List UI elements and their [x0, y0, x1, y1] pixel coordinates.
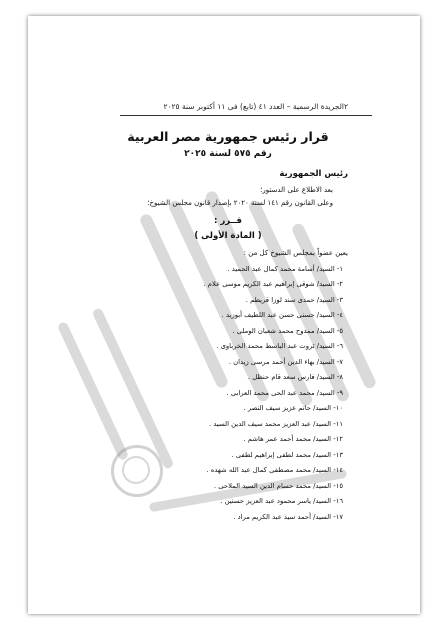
list-item: ٦- السيد/ ثروت عبد الباسط محمد الخرباوى .	[216, 342, 343, 350]
gazette-header: الجريدة الرسمية – العدد ٤١ (تابع) فى ١١ أكتوبر سنة ٢٠٢٥	[163, 102, 344, 111]
list-item: ١٥- السيد/ محمد حسام الدين السيد الملاحى .	[213, 482, 343, 490]
list-item: ٥- السيد/ ممدوح محمد شعبان الوملى .	[232, 327, 343, 335]
page-number: ٢	[344, 102, 349, 111]
article-heading: ( المادة الأولى )	[194, 231, 262, 241]
list-item: ٤- السيد/ حسنى حسن عبد اللطيف أبوزيد .	[221, 311, 343, 319]
decree-number: رقم ٥٧٥ لسنة ٢٠٢٥	[184, 149, 272, 159]
list-item: ١٦- السيد/ ياسر محمود عبد العزيز حسنين .	[220, 497, 343, 505]
list-item: ١٣- السيد/ محمد لطفى إبراهيم لطفى .	[231, 451, 343, 459]
list-item: ٨- السيد/ فارس سعد قام حنظل .	[247, 373, 343, 381]
list-item: ١- السيد/ أسامة محمد كمال عبد الحميد .	[227, 265, 343, 273]
document-page	[28, 16, 420, 614]
list-item: ٣- السيد/ حمدى سند لوزا قريطم .	[245, 296, 343, 304]
decided-heading: قــرر :	[214, 216, 242, 226]
list-item: ٢- السيد/ شوقى إبراهيم عبد الكريم موسى علام .	[203, 280, 343, 288]
list-item: ١٧- السيد/ أحمد سيد عبد الكريم مراد .	[233, 513, 343, 521]
list-item: ١٢- السيد/ محمد أحمد عمر هاشم .	[243, 435, 343, 443]
list-item: ١٠- السيد/ حاتم عزيز سيف النصر .	[243, 404, 343, 412]
preamble-constitution: بعد الاطلاع على الدستور؛	[260, 186, 333, 194]
list-item: ٩- السيد/ محمد عبد الحى محمد العرابى .	[226, 389, 343, 397]
preamble-law: وعلى القانون رقم ١٤١ لسنة ٢٠٢٠ بإصدار قانون مجلس الشيوخ؛	[147, 199, 333, 207]
appoint-intro: يعين عضواً بمجلس الشيوخ كل من :	[243, 249, 348, 257]
issuer-heading: رئيس الجمهورية	[279, 169, 348, 179]
list-item: ١١- السيد/ عبد العزيز محمد سيف الدين السيد .	[209, 420, 343, 428]
decree-title: قرار رئيس جمهورية مصر العربية	[127, 129, 329, 144]
list-item: ١٤- السيد/ محمد مصطفى كمال عبد الله شهده .	[206, 466, 343, 474]
list-item: ٧- السيد/ بهاء الدين أحمد مرسى زيدان .	[228, 358, 343, 366]
header-rule	[120, 115, 372, 116]
